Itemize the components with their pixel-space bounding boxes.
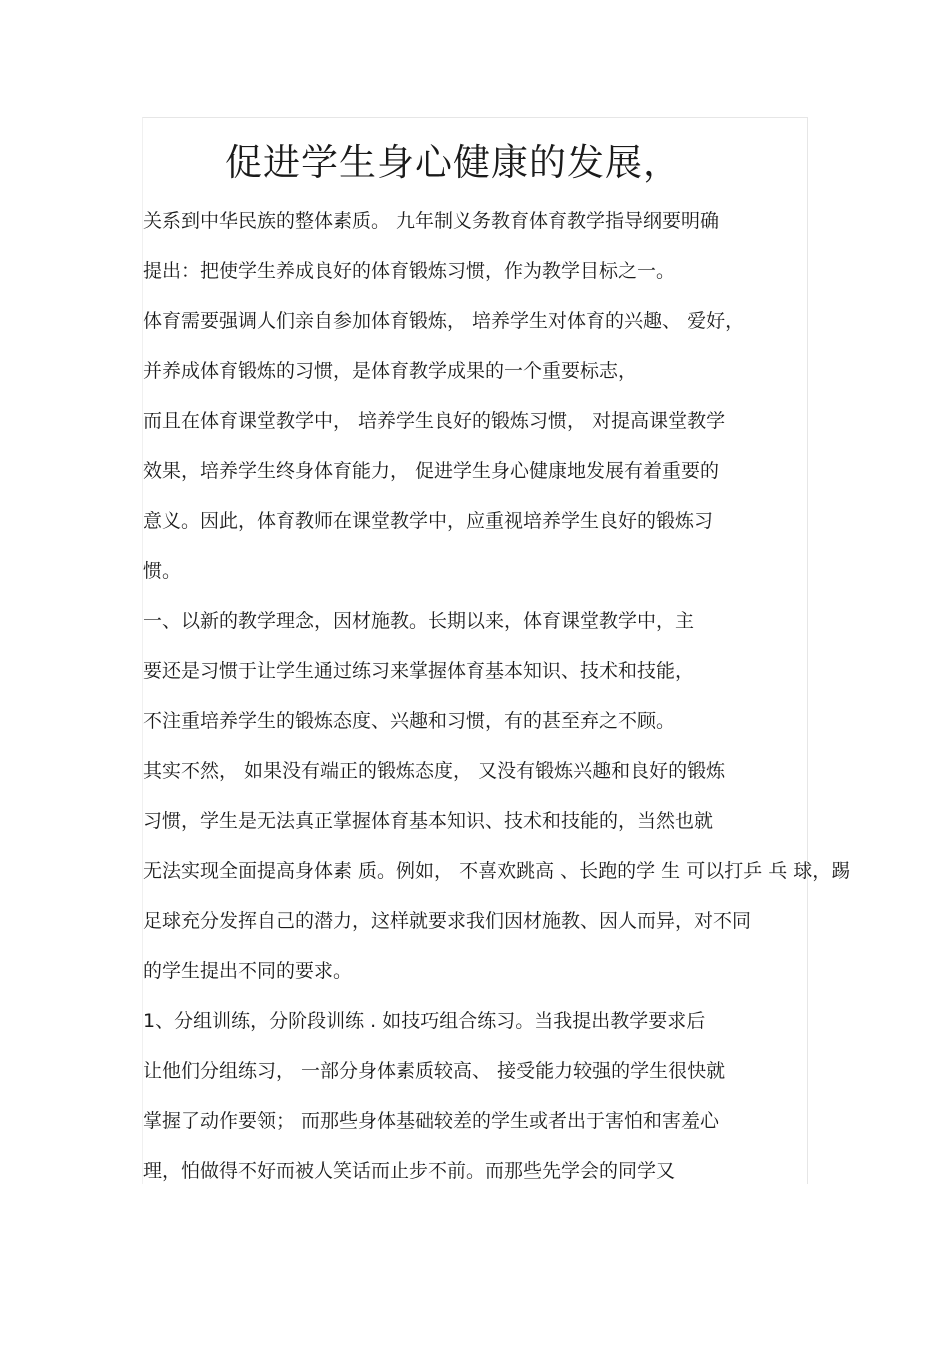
text-line: 而且在体育课堂教学中， 培养学生良好的锻炼习惯， 对提高课堂教学 [143, 410, 726, 432]
text-line: 掌握了动作要领； 而那些身体基础较差的学生或者出于害怕和害羞心 [143, 1110, 720, 1132]
text-line: 足球充分发挥自己的潜力，这样就要求我们因材施教、因人而异，对不同 [143, 910, 752, 932]
text-line: 不注重培养学生的锻炼态度、兴趣和习惯，有的甚至弃之不顾。 [143, 710, 676, 732]
text-line: 1、分组训练，分阶段训练 . 如技巧组合练习。当我提出教学要求后 [143, 1010, 706, 1032]
text-line: 一、以新的教学理念，因材施教。长期以来，体育课堂教学中，主 [143, 610, 695, 632]
document-title: 促进学生身心健康的发展， [225, 141, 681, 184]
text-line: 关系到中华民族的整体素质。 九年制义务教育体育教学指导纲要明确 [143, 210, 720, 232]
text-line: 其实不然， 如果没有端正的锻炼态度， 又没有锻炼兴趣和良好的锻炼 [143, 760, 726, 782]
text-line: 惯。 [143, 560, 182, 582]
text-line: 理，怕做得不好而被人笑话而止步不前。而那些先学会的同学又 [143, 1160, 676, 1182]
text-line: 无法实现全面提高身体素 质。例如， 不喜欢跳高 、长跑的学 生 可以打乒 乓 球，踢 [143, 860, 851, 882]
text-line: 要还是习惯于让学生通过练习来掌握体育基本知识、技术和技能， [143, 660, 695, 682]
text-line: 的学生提出不同的要求。 [143, 960, 353, 982]
text-line: 提出：把使学生养成良好的体育锻炼习惯，作为教学目标之一。 [143, 260, 676, 282]
document-body [143, 196, 883, 1196]
text-line: 意义。因此，体育教师在课堂教学中，应重视培养学生良好的锻炼习 [143, 510, 714, 532]
text-line: 体育需要强调人们亲自参加体育锻炼， 培养学生对体育的兴趣、 爱好， [143, 310, 745, 332]
text-line: 效果，培养学生终身体育能力， 促进学生身心健康地发展有着重要的 [143, 460, 720, 482]
text-line: 习惯，学生是无法真正掌握体育基本知识、技术和技能的，当然也就 [143, 810, 714, 832]
text-line: 并养成体育锻炼的习惯，是体育教学成果的一个重要标志， [143, 360, 638, 382]
text-line: 让他们分组练习， 一部分身体素质较高、 接受能力较强的学生很快就 [143, 1060, 726, 1082]
